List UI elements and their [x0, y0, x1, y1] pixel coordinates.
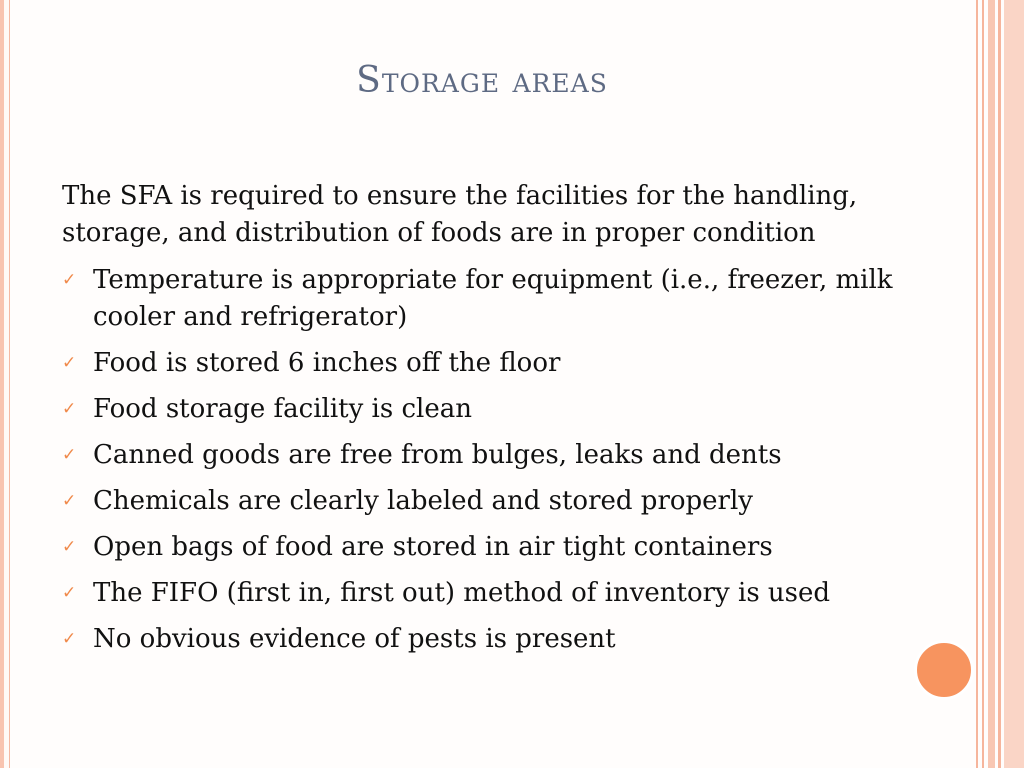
bullet-list [62, 262, 922, 658]
checkmark-icon: ✓ [62, 399, 77, 419]
bullet-text: Canned goods are free from bulges, leaks and dents [93, 440, 782, 470]
slide-title: Storage areas [356, 60, 608, 101]
checkmark-icon: ✓ [62, 583, 77, 603]
bullet-text: Food is stored 6 inches off the floor [93, 348, 561, 378]
slide-body [62, 178, 922, 667]
bullet-text: Temperature is appropriate for equipment (i.e., freezer, milk cooler and refrigerator) [93, 265, 893, 332]
stripe [976, 0, 978, 768]
stripe [982, 0, 984, 768]
stripe [988, 0, 995, 768]
list-item [62, 345, 922, 382]
right-stripe-decoration [976, 0, 1024, 768]
stripe [1004, 0, 1024, 768]
bullet-text: Open bags of food are stored in air tight containers [93, 532, 773, 562]
bullet-text: No obvious evidence of pests is present [93, 624, 616, 654]
checkmark-icon: ✓ [62, 491, 77, 511]
intro-paragraph: The SFA is required to ensure the facilities for the handling, storage, and distribution of foods are in proper condition [62, 181, 858, 248]
checkmark-icon: ✓ [62, 537, 77, 557]
stripe [998, 0, 1001, 768]
list-item [62, 437, 922, 474]
left-border-decoration [0, 0, 10, 768]
bullet-text: The FIFO (first in, first out) method of inventory is used [93, 578, 831, 608]
list-item [62, 483, 922, 520]
checkmark-icon: ✓ [62, 445, 77, 465]
list-item [62, 621, 922, 658]
bullet-text: Food storage facility is clean [93, 394, 472, 424]
accent-circle-decoration [914, 640, 974, 700]
checkmark-icon: ✓ [62, 353, 77, 373]
checkmark-icon: ✓ [62, 270, 77, 290]
list-item [62, 575, 922, 612]
list-item [62, 262, 922, 336]
checkmark-icon: ✓ [62, 629, 77, 649]
list-item [62, 391, 922, 428]
bullet-text: Chemicals are clearly labeled and stored properly [93, 486, 753, 516]
list-item [62, 529, 922, 566]
